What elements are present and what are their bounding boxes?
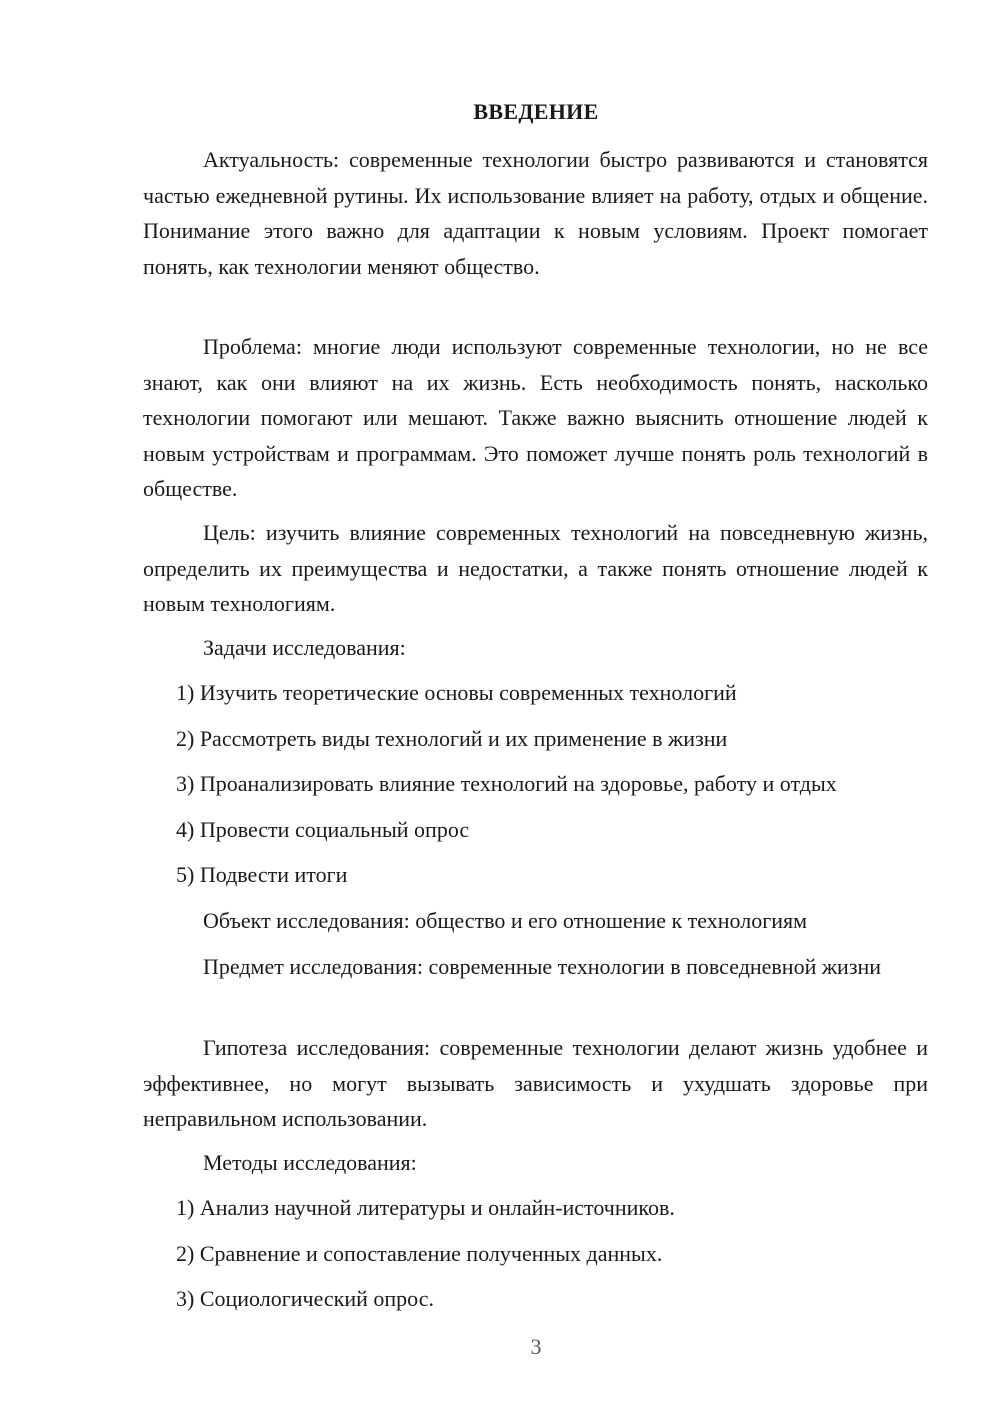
object-line: Объект исследования: общество и его отношение к технологиям [203,908,808,933]
methods-heading: Методы исследования: [203,1150,417,1175]
page-title: ВВЕДЕНИЕ [473,99,599,124]
methods-item-2-block [143,1236,928,1272]
problem-block [143,329,928,507]
tasks-list-item: 5) Подвести итоги [176,862,348,887]
subject-paragraph: Предмет исследования: современные технологии в повседневной жизни [203,954,882,979]
hypothesis-block [143,1030,928,1137]
page-number: 3 [530,1334,542,1359]
hypothesis-paragraph: Гипотеза исследования: современные технологии делают жизнь удобнее и эффективнее, но могут вызывать зависимость и ухудшать здоровье при неправильном использовании. [143,1035,928,1131]
tasks-list-item: 3) Проанализировать влияние технологий на здоровье, работу и отдых [176,771,837,796]
relevance-paragraph: Актуальность: современные технологии быстро развиваются и становятся частью ежедневной рутины. Их использование влияет на работу, отдых и общение. Понимание этого важно для адаптации к новым условиям. Проект помогает понять, как технологии меняют общество. [143,147,928,279]
methods-list-item: 1) Анализ научной литературы и онлайн-источников. [176,1195,675,1220]
tasks-item-3-block [143,766,928,802]
goal-paragraph: Цель: изучить влияние современных технологий на повседневную жизнь, определить их преимущества и недостатки, а также понять отношение людей к новым технологиям. [143,520,928,616]
methods-heading-block [143,1145,928,1181]
tasks-item-5-block [143,857,928,893]
tasks-heading-block [143,630,928,666]
methods-item-3-block [143,1281,928,1317]
subject-block [143,949,928,985]
tasks-item-2-block [143,721,928,757]
problem-paragraph: Проблема: многие люди используют современные технологии, но не все знают, как они влияют на их жизнь. Есть необходимость понять, насколько технологии помогают или мешают. Также важно выяснить отношение людей к новым устройствам и программам. Это поможет лучше понять роль технологий в обществе. [143,334,928,501]
methods-list-item: 2) Сравнение и сопоставление полученных данных. [176,1241,663,1266]
tasks-heading: Задачи исследования: [203,635,406,660]
tasks-list-item: 1) Изучить теоретические основы современных технологий [176,680,737,705]
object-block [143,903,928,939]
tasks-list-item: 4) Провести социальный опрос [176,817,470,842]
relevance-block [143,142,928,284]
methods-item-1-block [143,1190,928,1226]
goal-block [143,515,928,622]
methods-list-item: 3) Социологический опрос. [176,1286,434,1311]
tasks-item-1-block [143,675,928,711]
tasks-item-4-block [143,812,928,848]
tasks-list-item: 2) Рассмотреть виды технологий и их применение в жизни [176,726,728,751]
